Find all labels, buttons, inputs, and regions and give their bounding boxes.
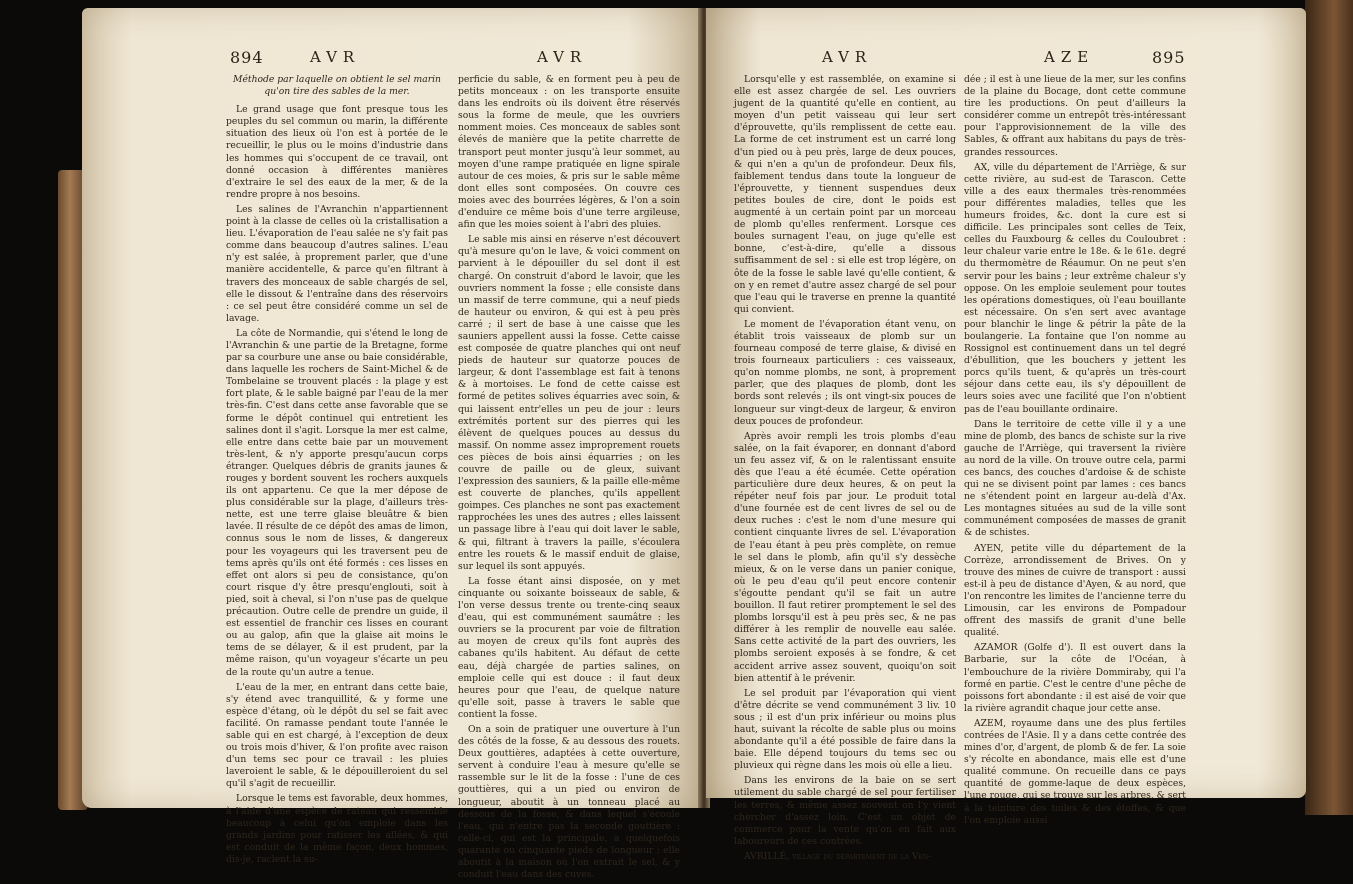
left-page [82,8,702,881]
paragraph: perficie du sable, & en forment peu à peu de petits monceaux : on les transporte ensuite dans les endroits où ils doivent être réservés sous la forme de meule, que les ouvriers nomment moies. Ces monceaux de sables sont élevés de manière que la petite charrette de transport peut monter jusqu'à leur sommet, au moyen d'une rampe pratiquée en ligne spirale autour de ces moies, & pris sur le sable même dont elles sont composées. On couvre ces moies avec des bourrées légères, & l'on a soin d'enduire ce même bois d'une terre argileuse, afin que les moies soient à l'abri des pluies. [458,74,680,231]
paragraph: Le grand usage que font presque tous les peuples du sel commun ou marin, la différente situation des lieux où l'on est à portée de le recueillir, le plus ou le moins d'industrie dans les hommes qui s'occupent de ce travail, ont donné occasion à différentes manières d'extraire le sel des eaux de la mer, & de la rendre propre à nos besoins. [226,104,448,200]
paragraph: On a soin de pratiquer une ouverture à l'un des côtés de la fosse, & au dessous des rouets. Deux gouttières, adaptées à cette ouverture, servent à conduire l'eau à mesure qu'elle se rassemble sur le lit de la fosse : l'une de ces gouttières, qui a un pied ou environ de longueur, aboutit à un tonneau placé au dessous de la fosse, & dans lequel s'écoule l'eau, qui n'entre pas la seconde gouttière : celle-ci, qui est la principale, a quelquefois quarante ou cinquante pieds de longueur ; elle aboutit à la maison où l'on extrait le sel, & y conduit l'eau dans des cuves. [458,723,680,881]
paragraph: Lorsqu'elle y est rassemblée, on examine si elle est assez chargée de sel. Les ouvriers jugent de la quantité qu'elle en contient, au moyen d'un petit vaisseau qui leur sert d'éprouvette, qu'ils remplissent de cette eau. La forme de cet instrument est un carré long d'un pied ou à peu près, large de deux pouces, & qui n'en a qu'un de profondeur. Deux fils, faiblement tendus dans toute la longueur de l'éprouvette, y tiennent suspendues deux petites boules de cire, dont le poids est augmenté à un certain point par un morceau de plomb qu'elles renferment. Lorsque ces boules surnagent l'eau, on juge qu'elle est bonne, c'est-à-dire, qu'elle a dissous suffisamment de sel : si elle est trop légère, on ôte de la fosse le sable lavé qu'elle contient, & on y en remet d'autre assez chargé de sel pour que l'eau qui le traverse en prenne la quantité qui convient. [734,74,956,315]
paragraph: dée ; il est à une lieue de la mer, sur les confins de la plaine du Bocage, dont cette commune tire les productions. On peut d'ailleurs la considérer comme un entrepôt très-intéressant pour l'approvisionnement de la ville des Sables, & offrant aux habitans du pays de très-grandes ressources. [964,74,1186,158]
left-column-1 [226,74,448,869]
left-running-head-1: AVR [310,48,361,66]
paragraph: La côte de Normandie, qui s'étend le long de l'Avranchin & une partie de la Bretagne, forme par sa courbure une anse ou baie considérable, dans laquelle les rochers de Saint-Michel & de Tombelaine se trouvent placés : la plage y est fort plate, & le sable baigné par l'eau de la mer très-fin. C'est dans cette anse favorable que se forme le dépôt continuel qui entretient les salines dont il s'agit. Lorsque la mer est calme, elle entre dans cette baie par un mouvement très-lent, & n'y apporte presqu'aucun corps étranger. Quelques débris de granits jaunes & rouges y bordent souvent les rochers auxquels ils ont appartenu. Ce que la mer dépose de plus considérable sur la plage, d'ailleurs très-nette, est une terre glaise bleuâtre & bien lavée. Il résulte de ce dépôt des amas de limon, connus sous le nom de lisses, & dangereux pour les voyageurs qui les traversent peu de tems après qu'ils ont été formés : ces lisses en effet ont alors si peu de consistance, qu'on court risque d'y être presqu'englouti, soit à pied, soit à cheval, si l'on n'use pas de quelque précaution. Outre celle de prendre un guide, il est essentiel de franchir ces lisses en courant ou au galop, afin que la glaise ait moins le tems de se délayer, & il est prudent, par la même raison, qu'un voyageur s'écarte un peu de la route qu'un autre a tenue. [226,327,448,678]
left-running-head-2: AVR [537,48,588,66]
right-page-number: 895 [1152,48,1186,67]
paragraph: La fosse étant ainsi disposée, on y met cinquante ou soixante boisseaux de sable, & l'on verse dessus trente ou trente-cinq seaux d'eau, qui est communément saumâtre : les ouvriers se la procurent par voie de filtration au moyen de creux qu'ils font auprès des cabanes qu'ils habitent. Au défaut de cette eau, déjà chargée de parties salines, on emploie celle qui est douce : il faut deux heures pour que l'eau, de quelque nature qu'elle soit, passe à travers le sable que contient la fosse. [458,575,680,720]
entry-azem: AZEM, royaume dans une des plus fertiles contrées de l'Asie. Il y a dans cette contrée des mines d'or, d'argent, de plomb & de fer. La soie s'y récolte en abondance, mais elle est d'une qualité commune. On recueille dans ce pays quantité de gomme-laque de deux espèces, l'une rouge, qui se trouve sur les arbres, & sert à la teinture des toiles & des étoffes, & que l'on emploie aussi [964,717,1186,826]
entry-heading: AVRILLÉ, village du département de la Ven- [744,850,932,862]
paragraph: Après avoir rempli les trois plombs d'eau salée, on la fait évaporer, en donnant d'abord un feu assez vif, & on le ralentissant ensuite dès que l'eau a été écumée. Cette opération particulière dure deux heures, & on peut la répéter neuf fois par jour. Le produit total d'une fournée est de cent livres de sel ou de deux ruches : c'est le nom d'une mesure qui contient cinquante livres de sel. L'évaporation de l'eau étant à peu près complète, on remue le sel dans le plomb, afin qu'il s'y dessèche mieux, & on le verse dans un panier conique, où le peu d'eau qu'il peut encore contenir s'égoutte pendant qu'il se fait un autre bouillon. Il faut retirer promptement le sel des plombs lorsqu'il est à peu près sec, & ne pas différer à les remplir de nouvelle eau salée. Sans cette activité de la part des ouvriers, les plombs seroient exposés à se fondre, & cet accident arrive assez souvent, quoiqu'on soit bien attentif à le prévenir. [734,430,956,684]
paragraph: Le sable mis ainsi en réserve n'est découvert qu'à mesure qu'on le lave, & voici comment on parvient à le dépouiller du sel dont il est chargé. On construit d'abord le lavoir, que les ouvriers nomment la fosse ; elle consiste dans un massif de terre commune, qui a neuf pieds de hauteur ou environ, & qui est à peu près carré ; il sert de base à une caisse que les sauniers appellent aussi la fosse. Cette caisse est composée de quatre planches qui ont neuf pieds de hauteur sur quatorze pouces de largeur, & dont l'assemblage est fait à tenons & à mortoises. Le fond de cette caisse est formé de petites solives équarries avec soin, & qui laissent entr'elles un peu de jour : leurs extrémités portent sur des pierres qui les élèvent de quelques pouces au dessus du massif. On nomme assez improprement rouets ces pièces de bois ainsi équarries ; on les couvre de paille ou de gleux, suivant l'expression des sauniers, & la paille elle-même est couverte de planches, qu'ils appellent goimpes. Ces planches ne sont pas exactement rapprochées les unes des autres ; elles laissent un passage libre à l'eau qui doit laver le sable, & qui, filtrant à travers la paille, s'écoulera entre les rouets & le massif enduit de glaise, sur lequel ils sont appuyés. [458,234,680,572]
paragraph: Le moment de l'évaporation étant venu, on établit trois vaisseaux de plomb sur un fourneau composé de terre glaise, & divisé en trois fourneaux particuliers : ces vaisseaux, qu'on nomme plombs, ne sont, à proprement parler, que des plaques de plomb, dont les bords sont relevés ; ils ont vingt-six pouces de longueur sur vingt-deux de largeur, & environ deux pouces de profondeur. [734,318,956,427]
paragraph: Lorsque le tems est favorable, deux hommes, à l'aide d'une espèce de rateau qui ressemble beaucoup à celui qu'on emploie dans les grands jardins pour ratisser les allées, & qui est conduit de la même façon, deux hommes, dis-je, raclent la su- [226,793,448,865]
right-running-head-1: AVR [822,48,873,66]
right-running-head-2: AZE [1044,48,1095,66]
right-page [706,8,1306,862]
entry-ax: AX, ville du département de l'Arriège, & sur cette rivière, au sud-est de Tarascon. Cette ville a des eaux thermales très-renommées pour différentes maladies, telles que les humeurs froides, &c. dont la cure est si difficile. Les principales sont celles de Teix, celles du Fauxbourg & celles du Couloubret : leur chaleur varie entre le 18e. & le 61e. degré du thermomètre de Réaumur. On ne peut s'en servir pour les bains ; leur extrême chaleur s'y oppose. On les emploie seulement pour toutes les opérations domestiques, où l'eau bouillante est nécessaire. On s'en sert avec avantage pour blanchir le linge & pétrir la pâte de la boulangerie. La fontaine que l'on nomme au Rossignol est continuement dans un tel degré d'ébullition, que les bouchers y jettent les porcs qu'ils tuent, & qu'après un très-court séjour dans cette eau, ils s'y dépouillent de leurs soies avec une facilité que l'on n'obtient pas de l'eau bouillante ordinaire. [964,161,1186,415]
entry-azamor: AZAMOR (Golfe d'). Il est ouvert dans la Barbarie, sur la côte de l'Océan, à l'embouchure de la rivière Dommiraby, qui l'a formé en partie. C'est le centre d'une pêche de poissons fort abondante : il est aisé de voir que la rivière agrandit chaque jour cette anse. [964,642,1186,714]
paragraph: L'eau de la mer, en entrant dans cette baie, s'y étend avec tranquillité, & y forme une espèce d'étang, où le dépôt du sel se fait avec facilité. On ramasse pendant toute l'année le sable qui en est chargé, à l'exception de deux ou trois mois d'hiver, & l'on profite avec raison d'un tems sec pour ce travail : les pluies laveroient le sable, & le dépouilleroient du sel qu'il s'agit de recueillir. [226,681,448,790]
entry-ayen: AYEN, petite ville du département de la Corrèze, arrondissement de Brives. On y trouve des mines de cuivre de transport : aussi est-il à peu de distance d'Ayen, & au nord, que l'on rencontre les limites de l'ancienne terre du Limousin, car les environs de Pompadour offrent des massifs de granit d'une belle qualité. [964,542,1186,639]
paragraph: Le sel produit par l'évaporation qui vient d'être décrite se vend communément 3 liv. 10 sous ; il est d'un prix inférieur ou moins plus haut, suivant la récolte de sable plus ou moins abondante qu'il a été possible de faire dans la baie. Elle dépend toujours du tems sec ou pluvieux qui règne dans les mois où elle a lieu. [734,687,956,772]
book-cover-edge [1305,0,1353,815]
right-column-1 [734,74,956,866]
left-column-2 [458,74,680,884]
paragraph: Dans les environs de la baie on se sert utilement du sable chargé de sel pour fertiliser les terres, & même assez souvent on l'y vient chercher d'assez loin. C'est un objet de commerce pour la vente qu'on en fait aux laboureurs de ces contrées. [734,775,956,847]
right-column-2 [964,74,1186,830]
paragraph: Dans le territoire de cette ville il y a une mine de plomb, des bancs de schiste sur la rive gauche de l'Arriège, qui traversent la rivière au nord de la ville. On trouve outre cela, parmi ces bancs, des couches d'ardoise & de schiste qui ne se divisent point par lames : ces bancs ne s'étendent point en largeur au-delà d'Ax. Les montagnes situées au sud de la ville sont communément composées de masses de granit & de schistes. [964,418,1186,539]
section-title: Méthode par laquelle on obtient le sel marin qu'on tire des sables de la mer. [233,74,441,98]
left-page-number: 894 [230,48,264,67]
paragraph: Les salines de l'Avranchin n'appartiennent point à la classe de celles où la cristallisation a lieu. L'évaporation de l'eau salée ne s'y fait pas comme dans beaucoup d'autres salines. L'eau n'y est salée, à proprement parler, que d'une manière accidentelle, & parce qu'en filtrant à travers des monceaux de sable chargés de sel, elle le dissout & l'entraîne dans des réservoirs : ce sel peut être considéré comme un sel de lavage. [226,203,448,324]
